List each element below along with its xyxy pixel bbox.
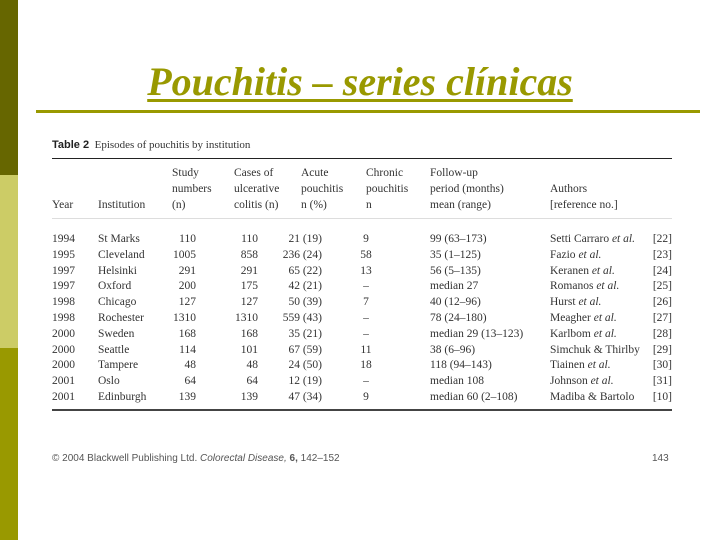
cell-year: 1994: [52, 233, 75, 245]
cell-follow-up: 56 (5–135): [430, 264, 481, 277]
cell-chronic-pouchitis: 18: [360, 359, 372, 372]
header-cases-uc: ulcerative: [234, 183, 280, 195]
decor-bar-light: [0, 175, 18, 348]
cell-year: 2001: [52, 391, 75, 403]
header-acute-pouchitis: Acute: [301, 167, 329, 179]
cell-acute-pouchitis: 67 (59): [288, 343, 322, 356]
cell-authors: Hurst et al.: [550, 296, 602, 309]
cell-chronic-pouchitis: 58: [360, 248, 372, 261]
cell-acute-pouchitis: 65 (22): [288, 264, 322, 277]
cell-chronic-pouchitis: –: [363, 280, 369, 293]
cell-acute-pouchitis: 12 (19): [288, 375, 322, 388]
cell-study-numbers: 200: [178, 280, 196, 293]
header-acute-pouchitis: pouchitis: [301, 183, 344, 195]
cell-follow-up: 35 (1–125): [430, 248, 481, 261]
cell-chronic-pouchitis: 9: [363, 233, 369, 245]
cell-institution: Oxford: [98, 280, 132, 293]
header-chronic-pouchitis: pouchitis: [366, 183, 409, 195]
cell-study-numbers: 168: [178, 327, 196, 340]
cell-study-numbers: 114: [179, 343, 196, 356]
cell-authors: Johnson et al.: [550, 375, 614, 388]
caption-label: Table 2: [52, 139, 90, 151]
header-cases-uc: colitis (n): [234, 199, 279, 211]
cell-study-numbers: 127: [178, 296, 196, 309]
cell-reference: [24]: [652, 264, 672, 277]
cell-chronic-pouchitis: 11: [360, 343, 372, 356]
cell-reference: [30]: [652, 359, 672, 372]
header-study-numbers: Study: [172, 167, 199, 179]
cell-year: 2000: [52, 327, 75, 340]
header-institution: Institution: [98, 199, 146, 211]
cell-follow-up: 40 (12–96): [430, 296, 481, 309]
cell-cases-uc: 1310: [235, 312, 258, 324]
cell-authors: Setti Carraro et al.: [550, 233, 635, 245]
cell-cases-uc: 64: [246, 375, 258, 388]
cell-reference: [28]: [652, 327, 672, 340]
cell-acute-pouchitis: 559 (43): [282, 312, 322, 324]
cell-study-numbers: 64: [184, 375, 196, 388]
header-authors: [reference no.]: [550, 199, 618, 211]
cell-acute-pouchitis: 42 (21): [288, 280, 322, 293]
cell-chronic-pouchitis: –: [363, 312, 369, 324]
cell-institution: Chicago: [98, 296, 137, 309]
table-header-rule: [52, 218, 672, 219]
cell-institution: Oslo: [98, 375, 120, 388]
cell-year: 1998: [52, 312, 75, 324]
cell-year: 1995: [52, 248, 75, 261]
cell-cases-uc: 139: [240, 391, 258, 403]
cell-study-numbers: 110: [179, 233, 196, 245]
cell-year: 2000: [52, 343, 75, 356]
cell-follow-up: 99 (63–173): [430, 233, 487, 245]
cell-year: 2001: [52, 375, 75, 388]
header-study-numbers: (n): [172, 199, 186, 211]
et-al: et al.: [611, 233, 635, 245]
cell-acute-pouchitis: 24 (50): [288, 359, 322, 372]
cell-institution: Cleveland: [98, 248, 145, 261]
cell-institution: St Marks: [98, 233, 140, 245]
cell-reference: [25]: [652, 280, 672, 293]
cell-authors: Karlbom et al.: [550, 327, 617, 340]
cell-chronic-pouchitis: –: [363, 375, 369, 388]
cell-study-numbers: 1005: [173, 248, 196, 261]
header-year: Year: [52, 199, 74, 211]
cell-cases-uc: 175: [240, 280, 258, 293]
et-al: et al.: [590, 375, 614, 388]
cell-follow-up: median 29 (13–123): [430, 327, 524, 340]
cell-study-numbers: 48: [184, 359, 196, 372]
cell-institution: Rochester: [98, 312, 144, 324]
et-al: et al.: [596, 280, 620, 293]
cell-study-numbers: 1310: [173, 312, 196, 324]
cell-year: 1998: [52, 296, 75, 309]
cell-reference: [29]: [652, 343, 672, 356]
decor-bar-mid: [0, 348, 18, 540]
et-al: et al.: [593, 327, 617, 340]
cell-institution: Edinburgh: [98, 391, 147, 403]
cell-cases-uc: 127: [240, 296, 258, 309]
header-follow-up: period (months): [430, 183, 504, 195]
cell-institution: Sweden: [98, 327, 135, 340]
copyright: © 2004 Blackwell Publishing Ltd.: [52, 453, 198, 464]
footer-citation: [52, 453, 340, 464]
cell-year: 2000: [52, 359, 75, 372]
cell-institution: Helsinki: [98, 264, 137, 277]
cell-institution: Tampere: [98, 359, 139, 372]
table-top-rule: [52, 158, 672, 159]
caption-text: Episodes of pouchitis by institution: [94, 139, 251, 151]
cell-year: 1997: [52, 264, 75, 277]
cell-chronic-pouchitis: 9: [363, 391, 369, 403]
cell-cases-uc: 110: [241, 233, 258, 245]
slide-title: [0, 58, 720, 105]
cell-year: 1997: [52, 280, 75, 293]
cell-authors: Romanos et al.: [550, 280, 620, 293]
cell-study-numbers: 291: [178, 264, 196, 277]
et-al: et al.: [587, 359, 611, 372]
header-follow-up: mean (range): [430, 199, 491, 211]
header-cases-uc: Cases of: [234, 167, 274, 179]
cell-reference: [26]: [652, 296, 672, 309]
cell-authors: Simchuk & Thirlby: [550, 343, 640, 356]
cell-reference: [27]: [652, 312, 672, 324]
cell-cases-uc: 858: [240, 248, 258, 261]
cell-follow-up: 118 (94–143): [430, 359, 492, 372]
cell-cases-uc: 291: [240, 264, 258, 277]
cell-reference: [22]: [652, 233, 672, 245]
cell-chronic-pouchitis: –: [363, 327, 369, 340]
pages: 142–152: [300, 453, 340, 464]
cell-acute-pouchitis: 21 (19): [288, 233, 322, 245]
cell-follow-up: median 27: [430, 280, 479, 293]
cell-cases-uc: 101: [240, 343, 258, 356]
cell-acute-pouchitis: 47 (34): [288, 391, 322, 403]
slide-title-text: Pouchitis – series clínicas: [147, 59, 573, 104]
et-al: et al.: [578, 248, 602, 261]
cell-study-numbers: 139: [178, 391, 196, 403]
cell-follow-up: median 60 (2–108): [430, 391, 518, 403]
cell-acute-pouchitis: 35 (21): [288, 327, 322, 340]
cell-cases-uc: 48: [246, 359, 258, 372]
volume: 6,: [289, 453, 298, 464]
header-study-numbers: numbers: [172, 183, 212, 195]
cell-follow-up: 78 (24–180): [430, 312, 487, 324]
cell-chronic-pouchitis: 13: [360, 264, 372, 277]
cell-acute-pouchitis: 236 (24): [282, 248, 322, 261]
header-chronic-pouchitis: n: [366, 199, 372, 211]
cell-authors: Keranen et al.: [550, 264, 615, 277]
header-authors: Authors: [550, 183, 588, 195]
table-bottom-rule: [52, 409, 672, 411]
table-caption: [52, 139, 250, 151]
et-al: et al.: [593, 312, 617, 324]
cell-follow-up: median 108: [430, 375, 484, 388]
cell-reference: [31]: [652, 375, 672, 388]
cell-authors: Fazio et al.: [550, 248, 602, 261]
cell-institution: Seattle: [98, 343, 130, 356]
cell-reference: [23]: [652, 248, 672, 261]
header-acute-pouchitis: n (%): [301, 199, 327, 211]
header-follow-up: Follow-up: [430, 167, 478, 179]
cell-follow-up: 38 (6–96): [430, 343, 476, 356]
cell-authors: Meagher et al.: [550, 312, 617, 324]
cell-authors: Madiba & Bartolo: [550, 391, 635, 403]
title-rule: [36, 110, 700, 113]
cell-acute-pouchitis: 50 (39): [288, 296, 322, 309]
et-al: et al.: [578, 296, 602, 309]
cell-cases-uc: 168: [240, 327, 258, 340]
cell-authors: Tiainen et al.: [550, 359, 611, 372]
page-number: 143: [652, 453, 669, 464]
cell-chronic-pouchitis: 7: [363, 296, 369, 309]
header-chronic-pouchitis: Chronic: [366, 167, 404, 179]
et-al: et al.: [591, 264, 615, 277]
cell-reference: [10]: [652, 391, 672, 403]
journal: Colorectal Disease,: [200, 453, 287, 464]
